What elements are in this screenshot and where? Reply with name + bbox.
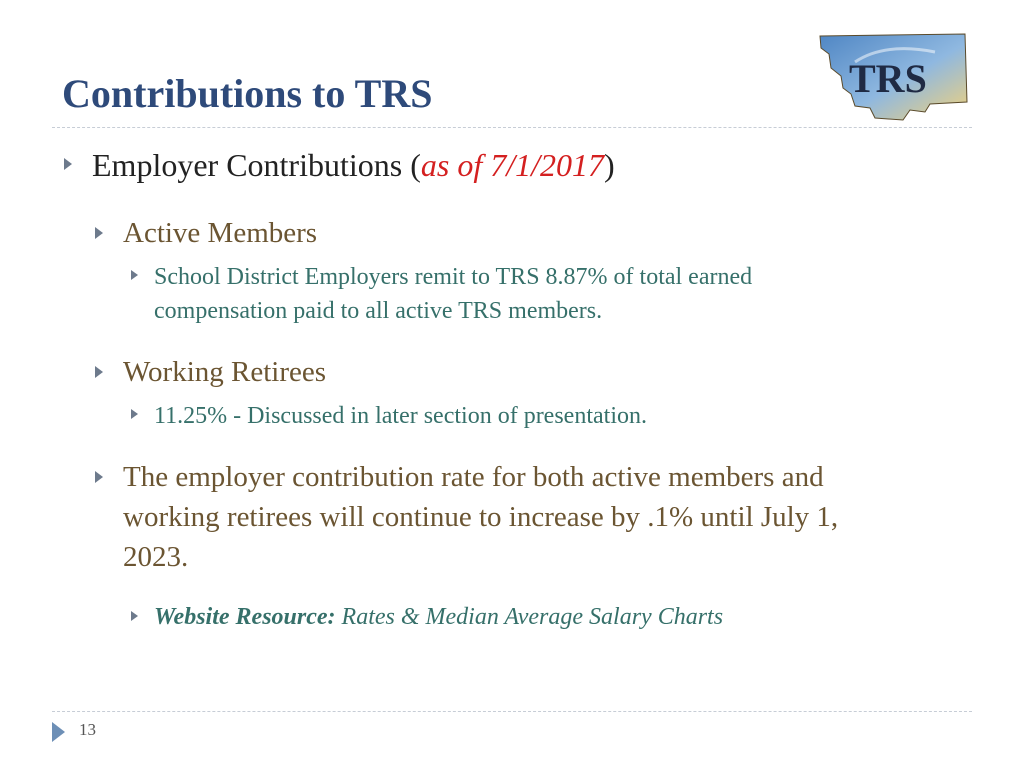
active-members-line-2: compensation paid to all active TRS members. xyxy=(154,298,603,324)
employer-heading-text: Employer Contributions ( xyxy=(92,147,421,183)
rate-increase-line-1: The employer contribution rate for both active members and xyxy=(123,461,824,493)
bullet-arrow-icon xyxy=(95,227,103,239)
logo-text: TRS xyxy=(849,56,927,101)
active-members-line-1: School District Employers remit to TRS 8.87% of total earned xyxy=(154,264,753,290)
bullet-arrow-icon xyxy=(95,366,103,378)
employer-contributions-heading xyxy=(92,146,615,184)
working-retirees-heading: Working Retirees xyxy=(123,356,327,388)
slide-title: Contributions to TRS xyxy=(62,71,433,116)
header-divider xyxy=(52,127,972,128)
footer-arrow-icon xyxy=(52,722,65,742)
active-members-detail xyxy=(154,260,752,328)
working-retirees-detail: 11.25% - Discussed in later section of presentation. xyxy=(154,403,647,429)
trs-logo xyxy=(815,32,970,124)
bullet-arrow-icon xyxy=(95,471,103,483)
employer-heading-close: ) xyxy=(603,147,615,183)
website-resource-link[interactable]: Rates & Median Average Salary Charts xyxy=(335,604,724,630)
active-members-heading: Active Members xyxy=(123,217,318,249)
website-resource[interactable] xyxy=(154,600,723,634)
rate-increase-text xyxy=(123,457,838,577)
bullet-arrow-icon xyxy=(131,270,138,280)
website-resource-label: Website Resource: xyxy=(154,604,336,630)
rate-increase-line-2: working retirees will continue to increase by .1% until July 1, xyxy=(123,501,839,533)
employer-date: as of 7/1/2017 xyxy=(420,147,604,183)
bullet-arrow-icon xyxy=(64,158,72,170)
rate-increase-line-3: 2023. xyxy=(123,541,189,573)
page-number: 13 xyxy=(79,720,96,739)
bullet-arrow-icon xyxy=(131,611,138,621)
footer-divider xyxy=(52,711,972,712)
bullet-arrow-icon xyxy=(131,409,138,419)
